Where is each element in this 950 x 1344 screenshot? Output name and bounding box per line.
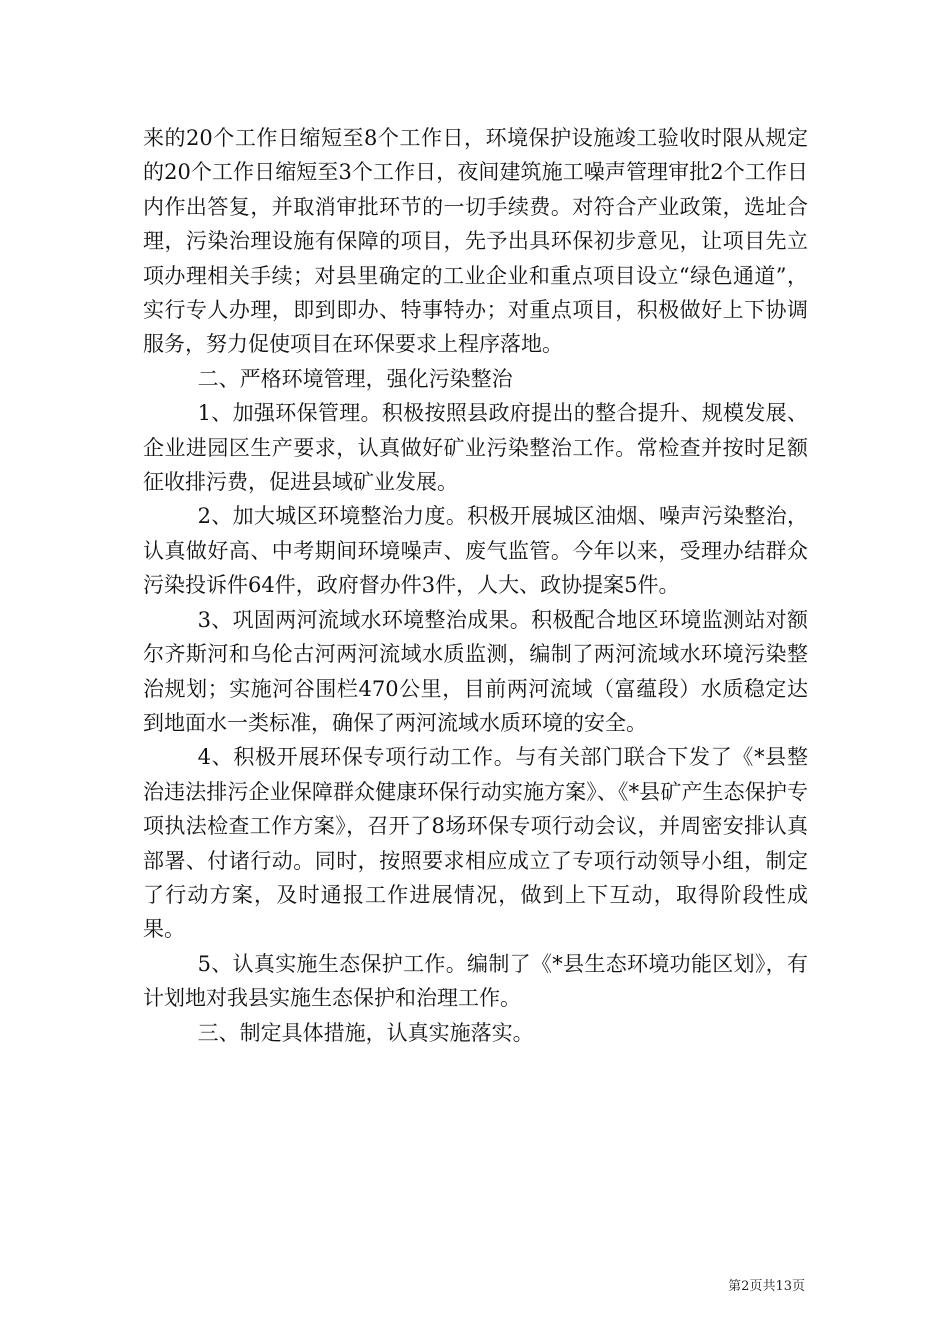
- section-heading-2: 二、严格环境管理，强化污染整治: [197, 366, 513, 391]
- paragraph-item-2: 2、加大城区环境整治力度。积极开展城区油烟、噪声污染整治，认真做好高、中考期间环境噪声、废气监管。今年以来，受理办结群众污染投诉件64件，政府督办件3件，人大、政协提案5件。: [143, 504, 808, 598]
- section-heading-3: 三、制定具体措施，认真实施落实。: [197, 1020, 534, 1045]
- paragraph-item-3: 3、巩固两河流域水环境整治成果。积极配合地区环境监测站对额尔齐斯河和乌伦古河两河流域水质监测，编制了两河流域水环境污染整治规划；实施河谷围栏470公里，目前两河流域（富蕴段）水质稳定达到地面水一类标准，确保了两河流域水质环境的安全。: [143, 607, 808, 735]
- paragraph-item-5: 5、认真实施生态保护工作。编制了《*县生态环境功能区划》，有计划地对我县实施生态保护和治理工作。: [143, 951, 808, 1011]
- paragraph-item-4: 4、积极开展环保专项行动工作。与有关部门联合下发了《*县整治违法排污企业保障群众健康环保行动实施方案》、《*县矿产生态保护专项执法检查工作方案》，召开了8场环保专项行动会议，并周密安排认真部署、付诸行动。同时，按照要求相应成立了专项行动领导小组，制定了行动方案，及时通报工作进展情况，做到上下互动，取得阶段性成果。: [143, 745, 808, 942]
- paragraph-item-1: 1、加强环保管理。积极按照县政府提出的整合提升、规模发展、企业进园区生产要求，认真做好矿业污染整治工作。常检查并按时足额征收排污费，促进县域矿业发展。: [143, 401, 808, 495]
- document-body: [143, 121, 808, 1050]
- page-number-footer: 第2页共13页: [728, 1279, 805, 1294]
- paragraph-continuation: 来的20个工作日缩短至8个工作日，环境保护设施竣工验收时限从规定的20个工作日缩短至3个工作日，夜间建筑施工噪声管理审批2个工作日内作出答复，并取消审批环节的一切手续费。对符合产业政策，选址合理，污染治理设施有保障的项目，先予出具环保初步意见，让项目先立项办理相关手续；对县里确定的工业企业和重点项目设立“绿色通道”，实行专人办理，即到即办、特事特办；对重点项目，积极做好上下协调服务，努力促使项目在环保要求上程序落地。: [143, 126, 808, 357]
